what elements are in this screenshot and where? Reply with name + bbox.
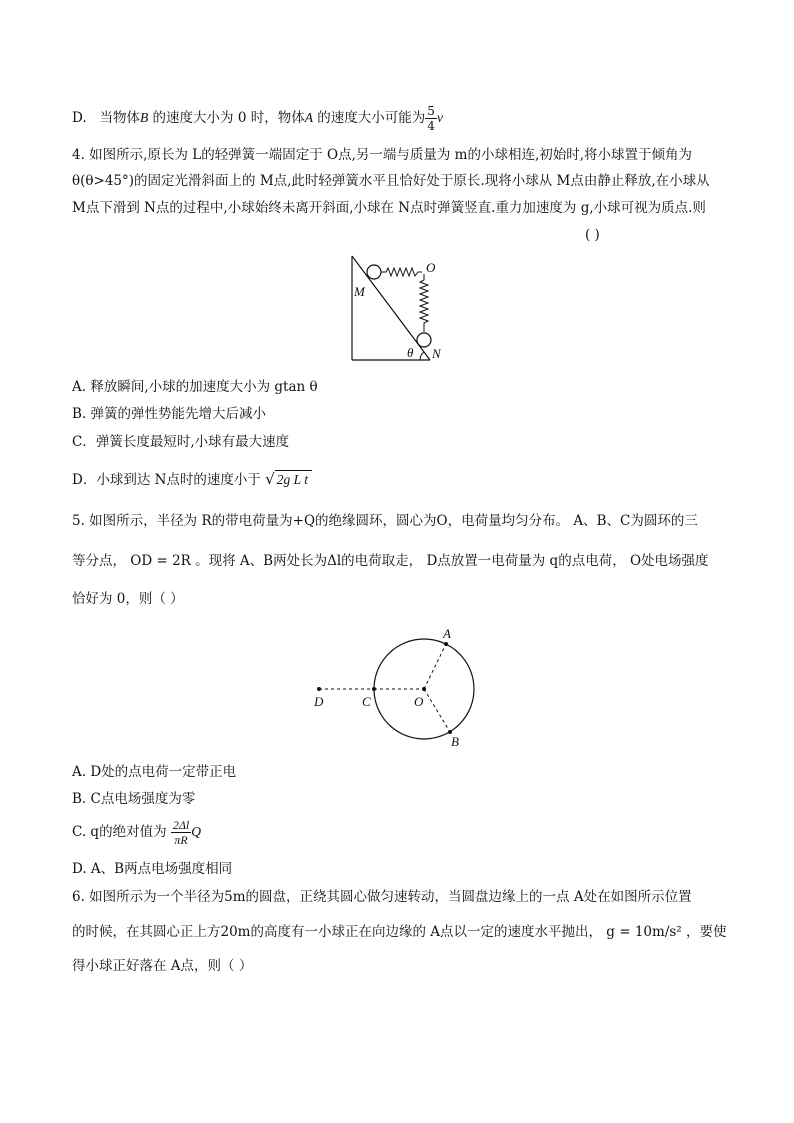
point-a (444, 642, 448, 646)
option-d-text: D．小球到达 N点时的速度小于 (72, 472, 261, 488)
q4-option-a: A. 释放瞬间,小球的加速度大小为 gtan θ (72, 379, 318, 395)
fraction-five-fourths (425, 104, 437, 133)
fraction-2dl-over-pir (171, 818, 191, 847)
fraction-den: πR (174, 833, 188, 847)
q5-stem-line-2: 等分点， OD = 2R 。现将 A、B两处长为Δl的电荷取走， D点放置一电荷量为 q的点电荷， O处电场强度 (72, 553, 709, 569)
label-b: B (451, 734, 459, 749)
text-segment: 时，物体 (246, 110, 305, 126)
fraction-den: 4 (427, 119, 435, 133)
option-c-text: C. q的绝对值为 (72, 824, 167, 840)
label-m: M (354, 284, 365, 299)
fraction-num: 2Δl (172, 818, 190, 832)
var-v: v (436, 110, 443, 125)
line-o-to-b (424, 689, 450, 732)
var-b: B (140, 110, 149, 125)
q5-option-d: D. A、B两点电场强度相同 (72, 861, 233, 877)
q4-stem-line-2: θ(θ>45°)的固定光滑斜面上的 M点,此时轻弹簧水平且恰好处于原长.现将小球从 M点由静止释放,在小球从 (72, 173, 710, 189)
text-zero: 0 (237, 110, 247, 126)
theta-angle-arc (420, 352, 424, 360)
q4-answer-bracket: ( ) (585, 227, 600, 243)
horizontal-spring (381, 268, 422, 276)
fraction-num: 5 (427, 104, 435, 118)
q4-stem-line-3: M点下滑到 N点的过程中,小球始终未离开斜面,小球在 N点时弹簧竖直.重力加速度为 g,小球可视为质点.则 (72, 200, 706, 216)
q4-incline-spring-figure (340, 252, 450, 364)
q5-option-a: A. D处的点电荷一定带正电 (72, 764, 237, 780)
q4-stem-line-1: 4. 如图所示,原长为 L的轻弹簧一端固定于 O点,另一端与质量为 m的小球相连,初始时,将小球置于倾角为 (72, 147, 693, 163)
q4-option-b: B. 弹簧的弹性势能先增大后减小 (72, 406, 267, 422)
label-a: A (443, 626, 451, 641)
ball-at-m (367, 265, 381, 279)
label-n: N (432, 346, 441, 361)
q6-stem-line-3: 得小球正好落在 A点，则（ ） (72, 958, 253, 974)
point-c (372, 687, 376, 691)
sqrt-radicand: 2g L t (275, 470, 312, 489)
q6-stem-line-1: 6. 如图所示为一个半径为5m的圆盘，正绕其圆心做匀速转动，当圆盘边缘上的一点 A处在如图所示位置 (72, 889, 692, 905)
label-d: D (314, 694, 324, 709)
option-label: D. (72, 110, 87, 126)
q5-option-b: B. C点电场强度为零 (72, 791, 196, 807)
text-segment: 当物体 (99, 110, 141, 126)
q6-stem-line-2: 的时候，在其圆心正上方20m的高度有一小球正在向边缘的 A点以一定的速度水平抛出， g = 10m/s² ，要使 (72, 924, 727, 940)
ball-at-n (417, 333, 431, 347)
q5-stem-line-3: 恰好为 0，则（ ） (72, 591, 184, 607)
q3-option-d (72, 104, 443, 133)
q5-stem-line-1: 5. 如图所示，半径为 R的带电荷量为+Q的绝缘圆环，圆心为O，电荷量均匀分布。 A、B、C为圆环的三 (72, 513, 698, 529)
label-c: C (362, 694, 371, 709)
q4-option-d (72, 470, 312, 489)
q4-option-c: C．弹簧长度最短时,小球有最大速度 (72, 434, 290, 450)
text-segment: 的速度大小可能为 (313, 110, 426, 126)
text-segment: 的速度大小为 (148, 110, 238, 126)
line-o-to-a (424, 644, 446, 689)
point-o (422, 687, 426, 691)
point-d (317, 687, 321, 691)
vertical-spring (420, 274, 428, 332)
sqrt-sign: √ (265, 470, 275, 488)
label-o: O (414, 694, 424, 709)
label-o: O (426, 260, 436, 275)
label-theta: θ (407, 345, 414, 360)
var-a: A (304, 110, 313, 125)
q5-option-c (72, 818, 201, 847)
var-q: Q (191, 824, 202, 839)
q5-ring-figure (300, 622, 490, 752)
